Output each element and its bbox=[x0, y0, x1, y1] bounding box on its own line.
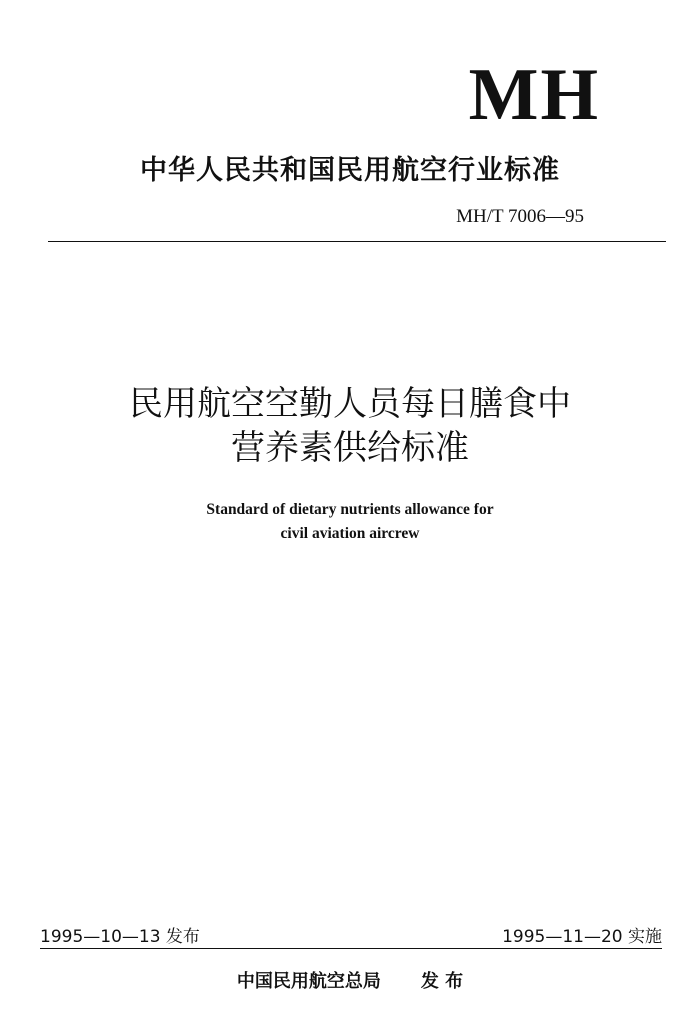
standard-number: MH/T 7006—95 bbox=[456, 206, 584, 227]
top-divider bbox=[48, 241, 666, 242]
standard-series-title: 中华人民共和国民用航空行业标准 bbox=[140, 155, 560, 186]
english-title-line-1: Standard of dietary nutrients allowance for bbox=[206, 501, 494, 518]
chinese-title-line-1: 民用航空空勤人员每日膳食中 bbox=[129, 384, 571, 424]
bottom-divider bbox=[40, 948, 662, 949]
english-title bbox=[0, 498, 700, 546]
chinese-title bbox=[0, 382, 700, 470]
english-title-line-2: civil aviation aircrew bbox=[280, 525, 420, 542]
chinese-title-line-2: 营养素供给标准 bbox=[231, 428, 469, 468]
publisher-name: 中国民用航空总局 bbox=[236, 971, 381, 992]
publisher-line bbox=[0, 967, 700, 993]
issue-date: 1995—10—13 发布 bbox=[40, 927, 200, 947]
mh-logo: MH bbox=[468, 54, 600, 136]
implementation-date: 1995—11—20 实施 bbox=[502, 927, 662, 947]
publish-label: 发 布 bbox=[420, 971, 464, 992]
